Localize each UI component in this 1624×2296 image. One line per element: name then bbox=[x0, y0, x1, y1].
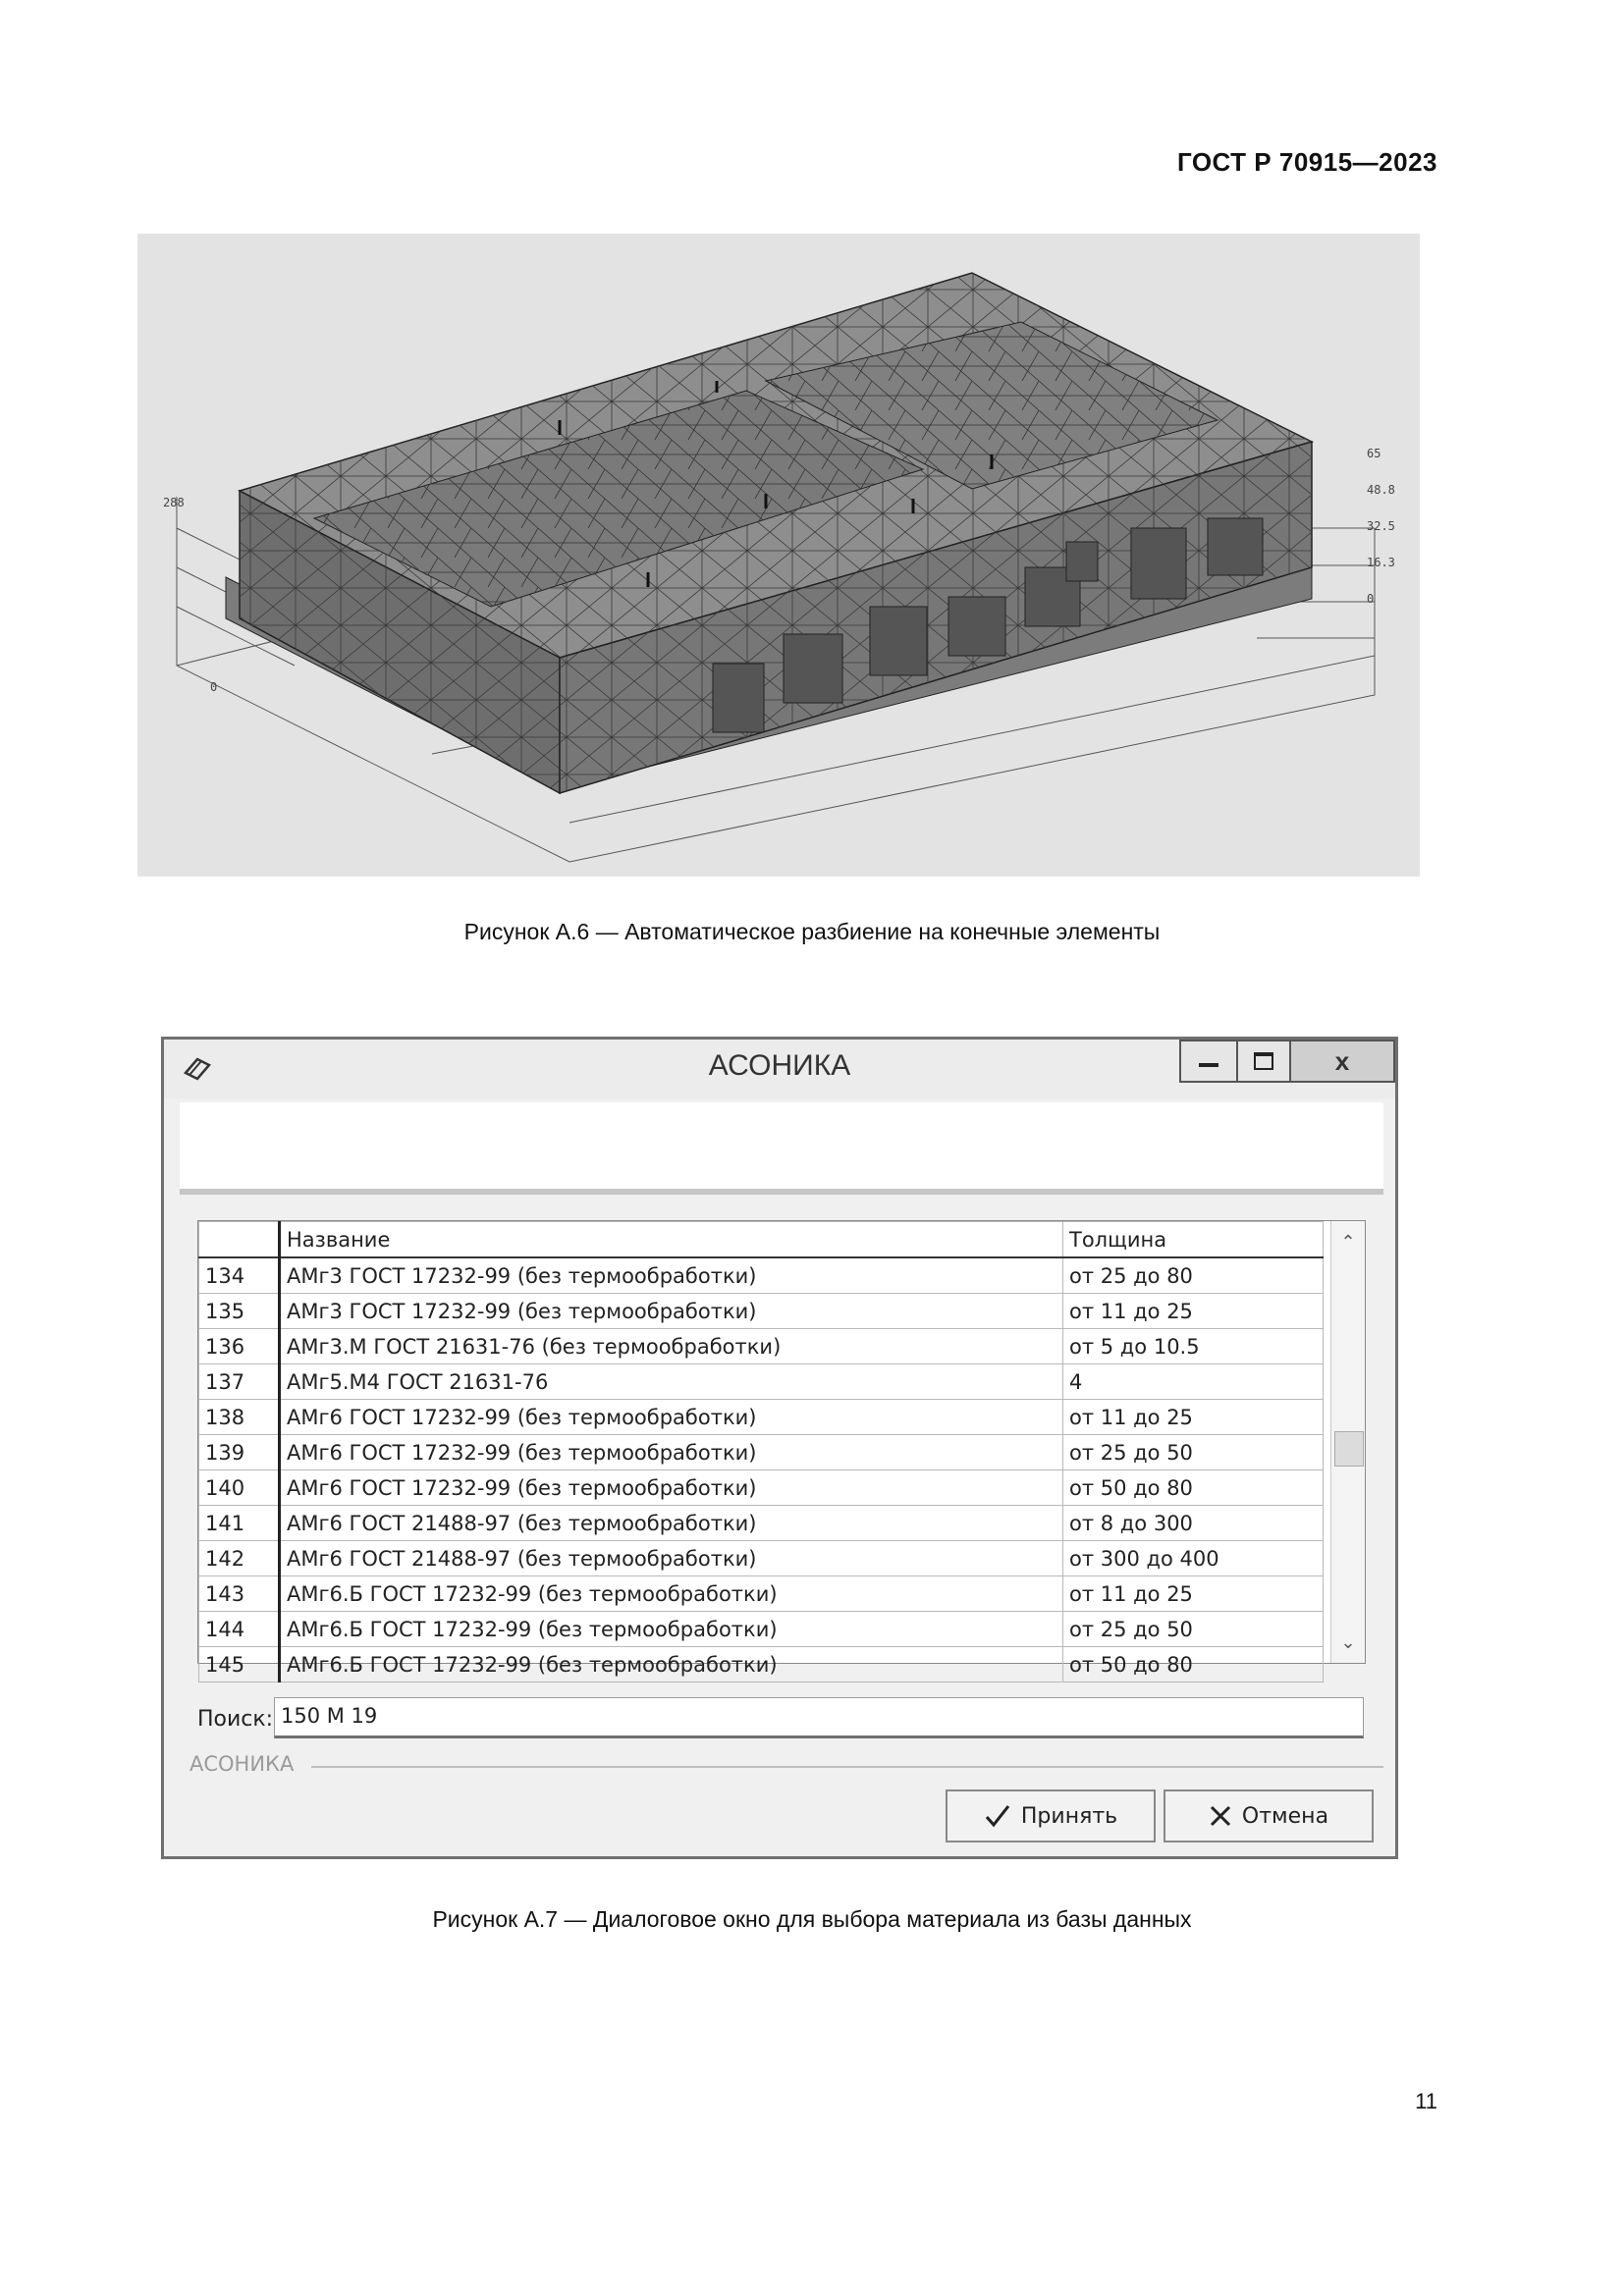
chevron-down-icon: ⌄ bbox=[1340, 1631, 1356, 1652]
close-icon: x bbox=[1334, 1045, 1350, 1076]
row-thickness: от 11 до 25 bbox=[1063, 1294, 1324, 1329]
row-thickness: от 300 до 400 bbox=[1063, 1541, 1324, 1576]
row-num: 140 bbox=[199, 1470, 280, 1506]
row-name: АМг3 ГОСТ 17232-99 (без термообработки) bbox=[280, 1294, 1063, 1329]
mesh-figure bbox=[137, 234, 1420, 877]
close-button[interactable] bbox=[1289, 1040, 1395, 1083]
row-num: 136 bbox=[199, 1329, 280, 1364]
row-name: АМг3.М ГОСТ 21631-76 (без термообработки) bbox=[280, 1329, 1063, 1364]
group-label: АСОНИКА bbox=[189, 1752, 295, 1776]
header-thickness[interactable]: Толщина bbox=[1063, 1222, 1324, 1258]
group-divider bbox=[311, 1766, 1383, 1768]
table-row[interactable] bbox=[199, 1294, 1324, 1329]
info-panel bbox=[180, 1102, 1383, 1195]
row-name: АМг6.Б ГОСТ 17232-99 (без термообработки) bbox=[280, 1576, 1063, 1612]
row-thickness: от 8 до 300 bbox=[1063, 1506, 1324, 1541]
scroll-down-button[interactable] bbox=[1331, 1626, 1365, 1659]
mesh-illustration bbox=[137, 234, 1420, 877]
figure-a6-caption: Рисунок А.6 — Автоматическое разбиение на конечные элементы bbox=[463, 919, 1161, 944]
maximize-button[interactable] bbox=[1236, 1040, 1291, 1083]
search-input[interactable]: 150 М 19 bbox=[274, 1697, 1364, 1738]
checkmark-icon bbox=[984, 1804, 1011, 1828]
titlebar[interactable] bbox=[164, 1040, 1395, 1098]
row-thickness: 4 bbox=[1063, 1364, 1324, 1400]
row-num: 141 bbox=[199, 1506, 280, 1541]
row-name: АМг6 ГОСТ 17232-99 (без термообработки) bbox=[280, 1435, 1063, 1470]
row-num: 142 bbox=[199, 1541, 280, 1576]
row-thickness: от 25 до 50 bbox=[1063, 1612, 1324, 1647]
row-thickness: от 11 до 25 bbox=[1063, 1576, 1324, 1612]
row-thickness: от 11 до 25 bbox=[1063, 1400, 1324, 1435]
maximize-icon bbox=[1254, 1052, 1273, 1070]
axis-tick-4: 0 bbox=[1367, 592, 1375, 606]
header-num[interactable] bbox=[199, 1222, 280, 1258]
table-row[interactable] bbox=[199, 1400, 1324, 1435]
axis-tick-3: 16.3 bbox=[1367, 556, 1395, 569]
table-row[interactable] bbox=[199, 1329, 1324, 1364]
table-row[interactable] bbox=[199, 1612, 1324, 1647]
standard-header: ГОСТ Р 70915—2023 bbox=[1176, 147, 1437, 177]
materials-grid[interactable] bbox=[197, 1220, 1366, 1677]
asonika-dialog bbox=[161, 1037, 1398, 1859]
cancel-button[interactable] bbox=[1164, 1789, 1374, 1842]
table-row[interactable] bbox=[199, 1576, 1324, 1612]
figure-a7-caption: Рисунок А.7 — Диалоговое окно для выбора материала из базы данных bbox=[432, 1906, 1192, 1932]
accept-label: Принять bbox=[1020, 1803, 1118, 1829]
row-name: АМг6 ГОСТ 21488-97 (без термообработки) bbox=[280, 1541, 1063, 1576]
table-header bbox=[199, 1222, 1324, 1258]
table-row[interactable] bbox=[199, 1506, 1324, 1541]
row-name: АМг3 ГОСТ 17232-99 (без термообработки) bbox=[280, 1257, 1063, 1294]
accept-button[interactable] bbox=[946, 1789, 1156, 1842]
table-row[interactable] bbox=[199, 1470, 1324, 1506]
row-num: 137 bbox=[199, 1364, 280, 1400]
table-row[interactable] bbox=[199, 1435, 1324, 1470]
row-thickness: от 25 до 80 bbox=[1063, 1257, 1324, 1294]
row-thickness: от 25 до 50 bbox=[1063, 1435, 1324, 1470]
minimize-icon bbox=[1199, 1063, 1218, 1067]
row-num: 138 bbox=[199, 1400, 280, 1435]
row-num: 143 bbox=[199, 1576, 280, 1612]
axis-tick-0: 65 bbox=[1367, 447, 1381, 460]
window-title: АСОНИКА bbox=[708, 1049, 851, 1082]
table-row[interactable] bbox=[199, 1257, 1324, 1294]
search-label: Поиск: bbox=[197, 1707, 274, 1732]
cross-icon bbox=[1209, 1804, 1232, 1828]
axis-tick-1: 48.8 bbox=[1367, 483, 1395, 497]
minimize-button[interactable] bbox=[1179, 1040, 1238, 1083]
cancel-label: Отмена bbox=[1241, 1803, 1329, 1829]
row-num: 144 bbox=[199, 1612, 280, 1647]
row-num: 135 bbox=[199, 1294, 280, 1329]
header-name[interactable]: Название bbox=[280, 1222, 1063, 1258]
row-num: 139 bbox=[199, 1435, 280, 1470]
page-number: 11 bbox=[1415, 2089, 1437, 2113]
row-name: АМг6.Б ГОСТ 17232-99 (без термообработки) bbox=[280, 1647, 1063, 1682]
row-name: АМг6 ГОСТ 17232-99 (без термообработки) bbox=[280, 1470, 1063, 1506]
row-thickness: от 50 до 80 bbox=[1063, 1647, 1324, 1682]
vertical-scrollbar[interactable] bbox=[1330, 1221, 1365, 1663]
table-row[interactable] bbox=[199, 1647, 1324, 1682]
row-thickness: от 5 до 10.5 bbox=[1063, 1329, 1324, 1364]
scrollbar-thumb[interactable] bbox=[1334, 1431, 1364, 1467]
row-thickness: от 50 до 80 bbox=[1063, 1470, 1324, 1506]
row-num: 134 bbox=[199, 1257, 280, 1294]
row-name: АМг6.Б ГОСТ 17232-99 (без термообработки) bbox=[280, 1612, 1063, 1647]
scroll-up-button[interactable] bbox=[1331, 1225, 1365, 1258]
row-num: 145 bbox=[199, 1647, 280, 1682]
materials-table bbox=[198, 1221, 1324, 1682]
axis-label-origin: 0 bbox=[210, 680, 218, 694]
row-name: АМг6 ГОСТ 17232-99 (без термообработки) bbox=[280, 1400, 1063, 1435]
chevron-up-icon: ⌃ bbox=[1340, 1231, 1356, 1252]
table-row[interactable] bbox=[199, 1541, 1324, 1576]
table-row[interactable] bbox=[199, 1364, 1324, 1400]
axis-tick-2: 32.5 bbox=[1367, 519, 1395, 533]
axis-label-left: 288 bbox=[163, 496, 185, 509]
row-name: АМг6 ГОСТ 21488-97 (без термообработки) bbox=[280, 1506, 1063, 1541]
row-name: АМг5.М4 ГОСТ 21631-76 bbox=[280, 1364, 1063, 1400]
